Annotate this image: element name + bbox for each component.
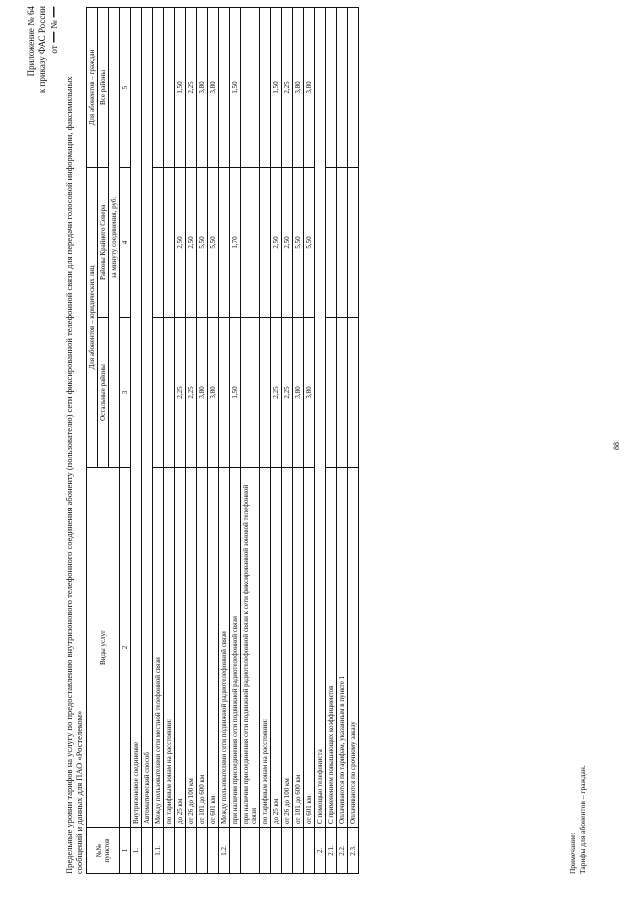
value-other-regions bbox=[241, 318, 260, 468]
row-section-text: Автоматический способ bbox=[142, 7, 153, 827]
value-north-regions bbox=[164, 167, 175, 317]
value-all-regions: 2,25 bbox=[282, 7, 293, 167]
table-row bbox=[197, 7, 208, 873]
table-row bbox=[241, 7, 260, 873]
col-service-header: Виды услуг bbox=[87, 468, 120, 828]
group-legal-header: Для абонентов – юридических лиц bbox=[87, 167, 98, 467]
row-section-text: С помощью телефониста bbox=[315, 7, 326, 827]
row-service-text: при наличии присоединения сети подвижной радиотелефонной связи bbox=[230, 468, 241, 828]
value-all-regions bbox=[260, 7, 271, 167]
row-number-cell bbox=[304, 828, 315, 874]
table-row bbox=[271, 7, 282, 873]
row-number-cell: 1.2. bbox=[219, 828, 230, 874]
value-all-regions bbox=[164, 7, 175, 167]
value-north-regions bbox=[241, 167, 260, 317]
value-north-regions: 2,50 bbox=[271, 167, 282, 317]
index-cell: 5 bbox=[120, 7, 131, 167]
table-row bbox=[230, 7, 241, 873]
table-row bbox=[186, 7, 197, 873]
table-row bbox=[219, 7, 230, 873]
row-service-text: Между пользователями сети подвижной радиотелефонной связи bbox=[219, 468, 230, 828]
row-number-cell bbox=[164, 828, 175, 874]
row-service-text: С применением повышающих коэффициентов bbox=[326, 468, 337, 828]
value-all-regions bbox=[326, 7, 337, 167]
value-all-regions: 3,80 bbox=[293, 7, 304, 167]
appendix-number: Приложение № 64 bbox=[26, 6, 36, 77]
table-row bbox=[304, 7, 315, 873]
value-north-regions: 5,50 bbox=[208, 167, 219, 317]
subheader-other-regions: Остальные районы bbox=[98, 318, 109, 468]
row-service-text: при наличии присоединения сети подвижной радиотелефонной связи к сети фиксированной зоновой телефонной связи bbox=[241, 468, 260, 828]
document-title: Предельные уровни тарифов на услугу по предоставлению внутризонового телефонного соединения абоненту (пользователю) сети фиксированной телефонной связи для передачи голосовой информации, факсимильных сообщений и данных для ПАО «Ростелеком» bbox=[64, 76, 84, 874]
row-service-text: до 25 км bbox=[175, 468, 186, 828]
row-number-cell: 2.3. bbox=[348, 828, 359, 874]
value-all-regions bbox=[153, 7, 164, 167]
table-row bbox=[293, 7, 304, 873]
row-service-text: от 101 до 600 км bbox=[293, 468, 304, 828]
appendix-header bbox=[26, 6, 60, 93]
table-row bbox=[142, 7, 153, 873]
row-number-cell: 1. bbox=[131, 828, 142, 874]
value-other-regions bbox=[153, 318, 164, 468]
value-all-regions: 1,50 bbox=[175, 7, 186, 167]
row-service-text: от 101 до 600 км bbox=[197, 468, 208, 828]
value-other-regions bbox=[348, 318, 359, 468]
row-number-cell: 2. bbox=[315, 828, 326, 874]
value-other-regions: 3,80 bbox=[293, 318, 304, 468]
date-prefix: от bbox=[49, 45, 59, 54]
value-other-regions bbox=[219, 318, 230, 468]
value-north-regions bbox=[337, 167, 348, 317]
subheader-north-regions: Районы Крайнего Севера bbox=[98, 167, 109, 317]
value-other-regions: 2,25 bbox=[186, 318, 197, 468]
unit-header: за минуту соединения, руб. bbox=[109, 7, 120, 467]
value-all-regions: 3,80 bbox=[208, 7, 219, 167]
value-other-regions: 3,80 bbox=[304, 318, 315, 468]
row-service-text: по тарифным зонам на расстоянии: bbox=[164, 468, 175, 828]
table-row bbox=[260, 7, 271, 873]
index-cell: 3 bbox=[120, 318, 131, 468]
value-other-regions bbox=[337, 318, 348, 468]
value-other-regions: 2,25 bbox=[175, 318, 186, 468]
table-row bbox=[208, 7, 219, 873]
row-service-text: от 601 км bbox=[304, 468, 315, 828]
row-service-text: от 26 до 100 км bbox=[282, 468, 293, 828]
row-service-text: до 25 км bbox=[271, 468, 282, 828]
row-number-cell bbox=[186, 828, 197, 874]
value-other-regions: 1,50 bbox=[230, 318, 241, 468]
row-number-cell bbox=[142, 828, 153, 874]
order-reference: к приказу ФАС России bbox=[37, 6, 47, 94]
index-cell: 4 bbox=[120, 167, 131, 317]
row-number-cell: 2.2. bbox=[337, 828, 348, 874]
row-number-cell bbox=[230, 828, 241, 874]
value-all-regions bbox=[219, 7, 230, 167]
table-header-row bbox=[87, 7, 98, 873]
value-all-regions bbox=[348, 7, 359, 167]
row-number-cell bbox=[208, 828, 219, 874]
row-service-text: от 26 до 100 км bbox=[186, 468, 197, 828]
number-prefix: № bbox=[49, 20, 59, 29]
row-section-text: Внутризоновое соединение bbox=[131, 7, 142, 827]
table-row bbox=[175, 7, 186, 873]
index-cell: 2 bbox=[120, 468, 131, 828]
value-north-regions: 5,50 bbox=[293, 167, 304, 317]
tariff-table bbox=[86, 7, 359, 874]
value-all-regions: 2,25 bbox=[186, 7, 197, 167]
table-body bbox=[131, 7, 359, 873]
table-row bbox=[348, 7, 359, 873]
value-other-regions: 3,80 bbox=[197, 318, 208, 468]
row-service-text: от 601 км bbox=[208, 468, 219, 828]
col-number-header: №№ пунктов bbox=[87, 828, 120, 874]
value-all-regions bbox=[337, 7, 348, 167]
value-north-regions: 2,50 bbox=[282, 167, 293, 317]
row-service-text: Между пользователями сети местной телефонной связи bbox=[153, 468, 164, 828]
value-north-regions bbox=[153, 167, 164, 317]
table-row bbox=[337, 7, 348, 873]
page-number: 88 bbox=[612, 442, 621, 450]
value-all-regions: 3,80 bbox=[304, 7, 315, 167]
table-row bbox=[131, 7, 142, 873]
table-row bbox=[164, 7, 175, 873]
value-other-regions: 2,25 bbox=[271, 318, 282, 468]
index-cell: 1 bbox=[120, 828, 131, 874]
table-row bbox=[282, 7, 293, 873]
value-all-regions: 1,50 bbox=[271, 7, 282, 167]
footnote-title: Примечание: bbox=[568, 832, 577, 874]
value-other-regions: 3,80 bbox=[208, 318, 219, 468]
value-other-regions bbox=[260, 318, 271, 468]
value-north-regions bbox=[326, 167, 337, 317]
value-north-regions: 5,50 bbox=[304, 167, 315, 317]
table-index-row bbox=[120, 7, 131, 873]
value-all-regions bbox=[241, 7, 260, 167]
order-number: — bbox=[46, 6, 60, 18]
value-other-regions: 2,25 bbox=[282, 318, 293, 468]
value-north-regions bbox=[260, 167, 271, 317]
row-service-text: Оплачиваются по срочному заказу bbox=[348, 468, 359, 828]
rotated-content bbox=[20, 0, 630, 880]
value-north-regions: 5,50 bbox=[197, 167, 208, 317]
row-service-text: по тарифным зонам на расстоянии: bbox=[260, 468, 271, 828]
footnote-text: Тарифы для абонентов – граждан. bbox=[578, 765, 587, 874]
row-service-text: Оплачиваются по тарифам, указанным в пункте 1 bbox=[337, 468, 348, 828]
table-row bbox=[153, 7, 164, 873]
row-number-cell bbox=[241, 828, 260, 874]
value-north-regions: 1,70 bbox=[230, 167, 241, 317]
row-number-cell bbox=[282, 828, 293, 874]
row-number-cell: 2.1. bbox=[326, 828, 337, 874]
row-number-cell bbox=[175, 828, 186, 874]
value-other-regions bbox=[164, 318, 175, 468]
value-north-regions bbox=[348, 167, 359, 317]
value-other-regions bbox=[326, 318, 337, 468]
row-number-cell bbox=[271, 828, 282, 874]
table-row bbox=[315, 7, 326, 873]
value-all-regions: 1,50 bbox=[230, 7, 241, 167]
row-number-cell: 1.1. bbox=[153, 828, 164, 874]
value-north-regions: 2,50 bbox=[175, 167, 186, 317]
order-date-line bbox=[48, 6, 60, 93]
value-north-regions bbox=[219, 167, 230, 317]
order-date: — bbox=[46, 31, 60, 44]
value-north-regions: 2,50 bbox=[186, 167, 197, 317]
group-individuals-header: Для абонентов – граждан bbox=[87, 7, 98, 167]
footnote bbox=[568, 765, 588, 874]
row-number-cell bbox=[260, 828, 271, 874]
value-all-regions: 3,80 bbox=[197, 7, 208, 167]
row-number-cell bbox=[293, 828, 304, 874]
row-number-cell bbox=[197, 828, 208, 874]
table-row bbox=[326, 7, 337, 873]
subheader-all-regions: Все районы bbox=[98, 7, 109, 167]
